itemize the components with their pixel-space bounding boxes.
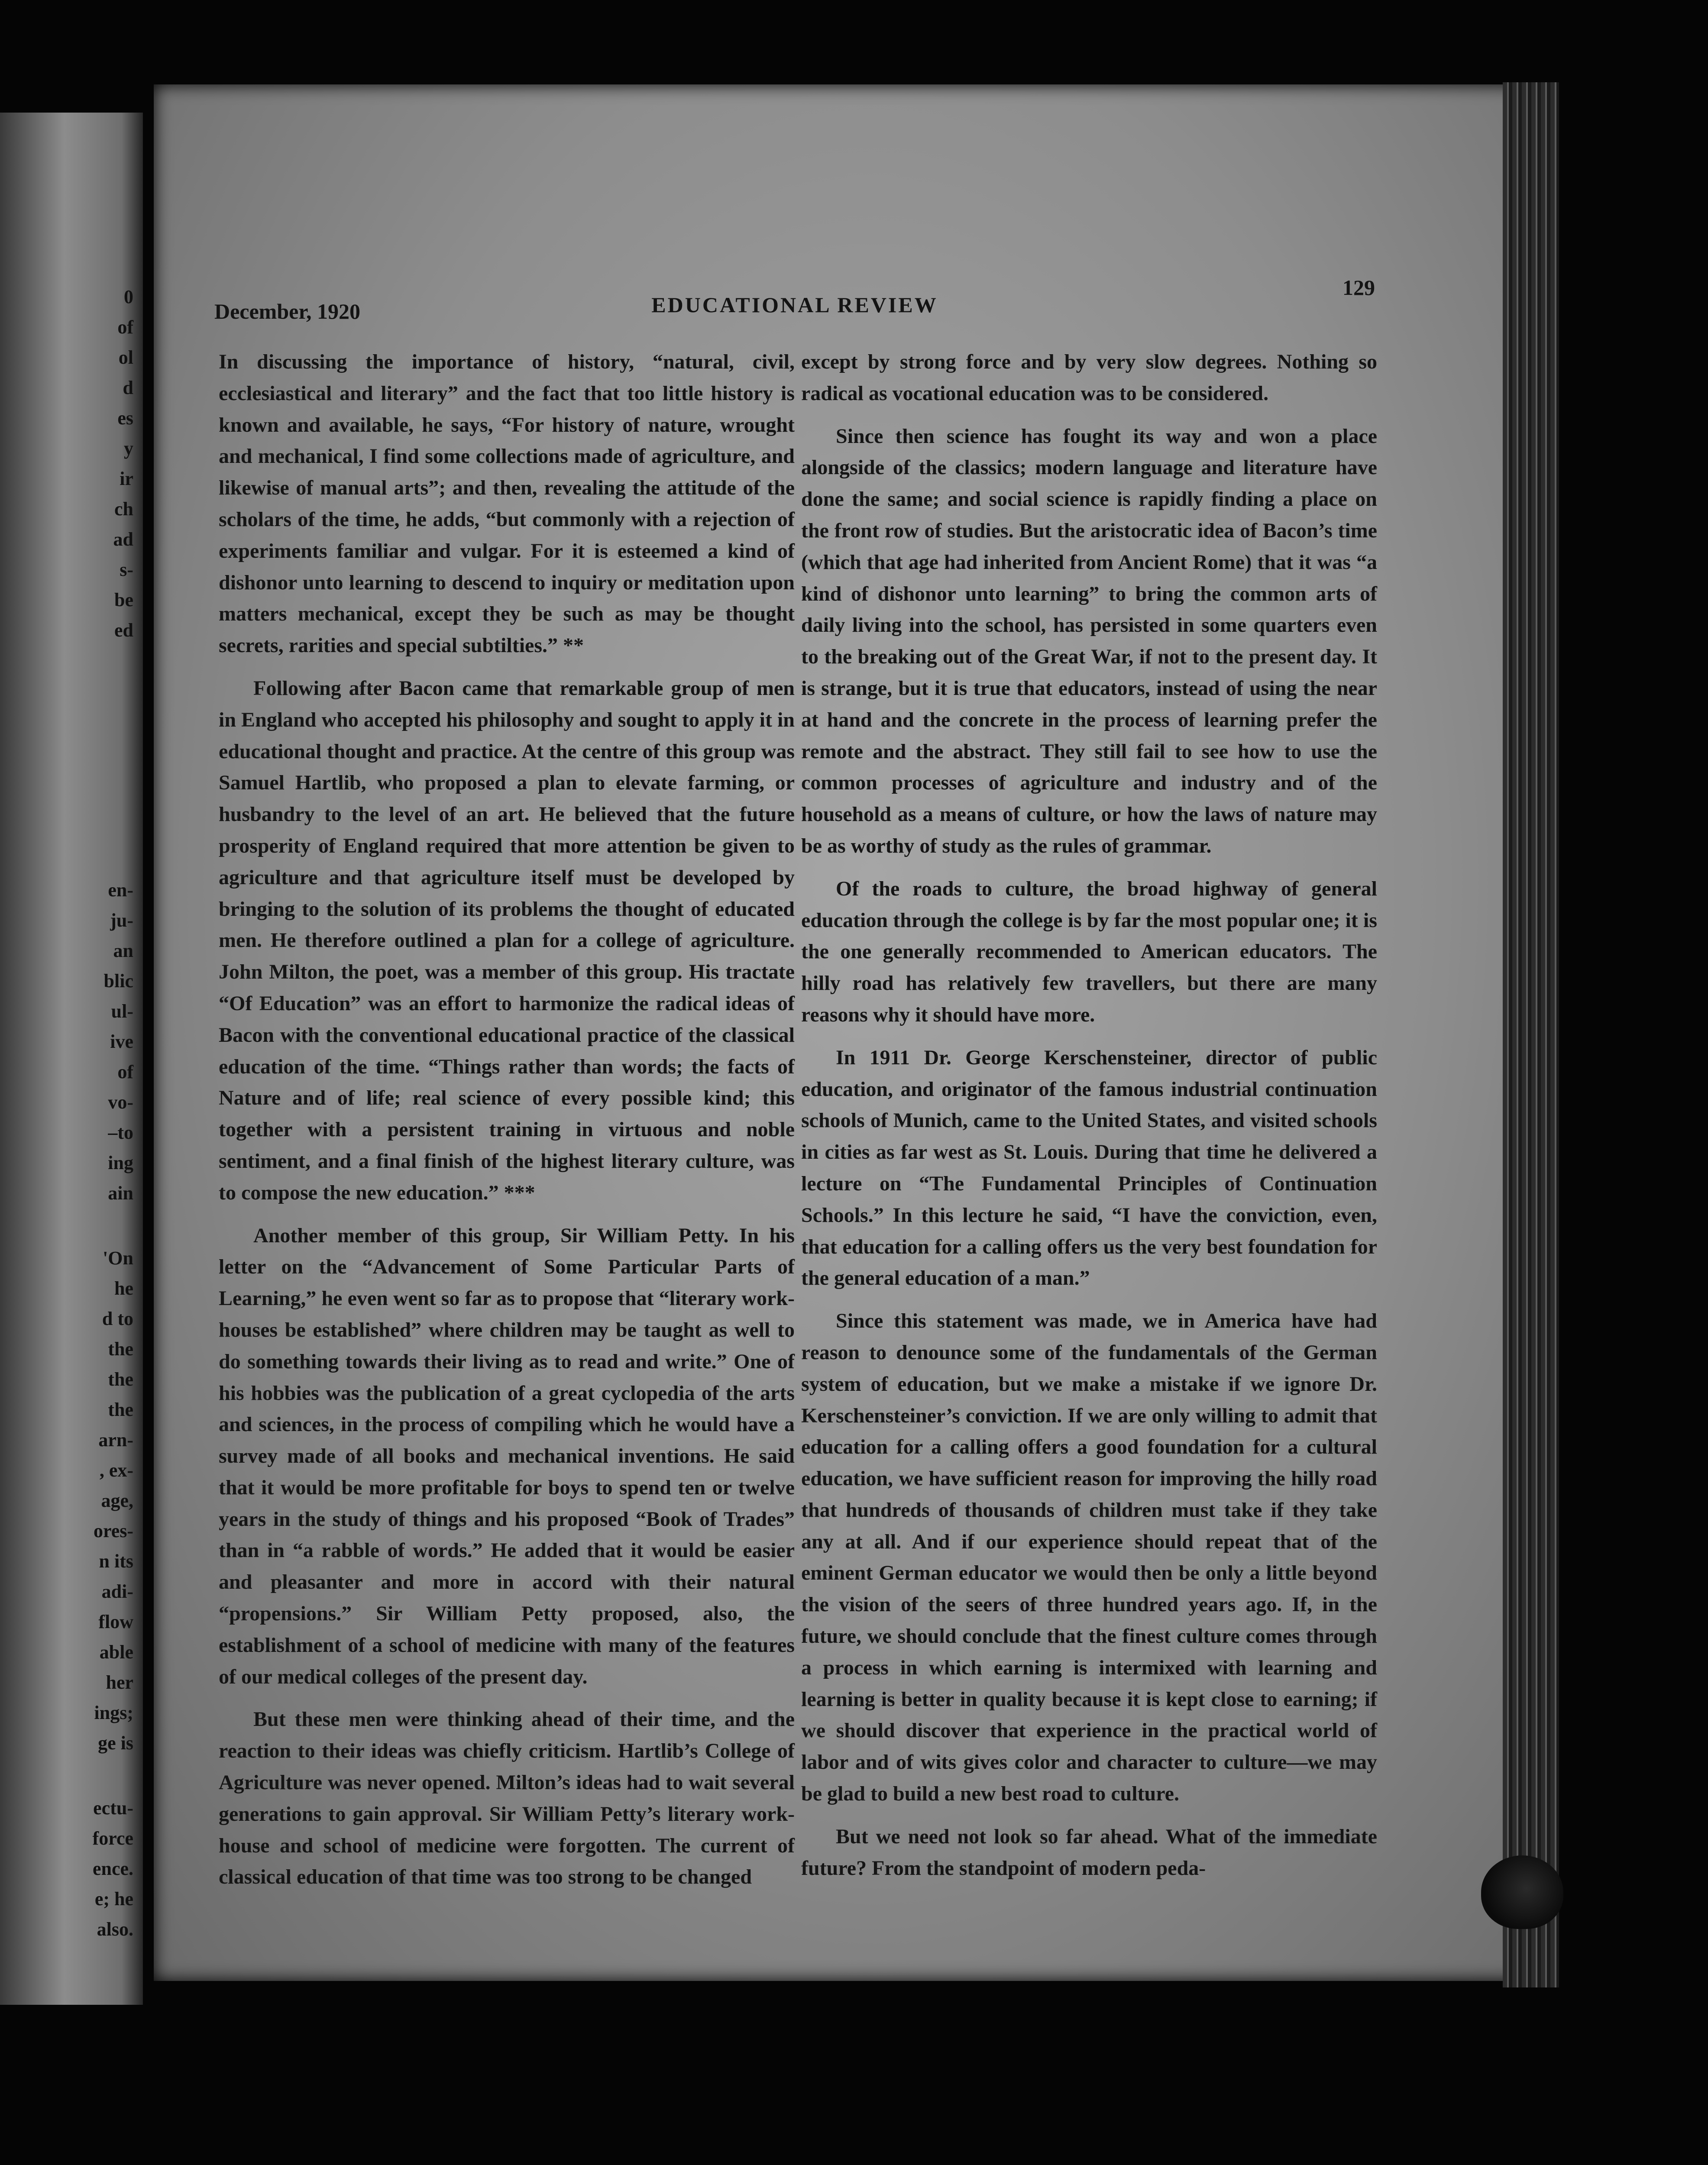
left-page-text-fragment: 'On [103, 1247, 133, 1269]
left-page-text-fragment: adi- [101, 1581, 133, 1602]
paragraph: Following after Bacon came that remarkable group of men in England who accepted his philosophy and sought to apply it in educational thought and practice. At the centre of this group was Samuel Hartlib, who proposed a plan to elevate farming, or husbandry to the level of an art. He believed that the future prosperity of England required that more attention be given to agriculture and that agriculture itself must be developed by bringing to the solution of its problems the thought of educated men. He therefore outlined a plan for a college of agriculture. John Milton, the poet, was a member of this group. His tractate “Of Education” was an effort to harmonize the radical ideas of Bacon with the conventional educational practice of the classical education of the time. “Things rather than words; the facts of Nature and of life; real science of every possible kind; this together with a persistent training in virtuous and noble sentiment, and a final finish of the highest literary culture, was to compose the new education.” *** [219, 676, 795, 1204]
paragraph: Another member of this group, Sir William Petty. In his letter on the “Advancement of Some Particular Parts of Learning,” he even went so far as to propose that “literary work-houses be established” where children may be taught as well to do something towards their living as to read and write.” One of his hobbies was the publication of a great cyclopedia of the arts and sciences, in the process of compiling which he would have a survey made of all books and mechanical inventions. He said that it would be more profitable for boys to spend ten or twelve years in the study of things and his proposed “Book of Trades” than in “a rabble of words.” He added that it would be easier and pleasanter and more in accord with their natural “propensions.” Sir William Petty proposed, also, the establishment of a school of medicine with many of the features of our medical colleges of the present day. [219, 1224, 795, 1688]
paragraph: except by strong force and by very slow degrees. Nothing so radical as vocational education was to be considered. [801, 350, 1377, 405]
left-page-text-fragment: he [114, 1278, 133, 1299]
left-page-text-fragment: be [114, 589, 133, 611]
left-page-text-fragment: ul- [111, 1001, 133, 1022]
left-page-text-fragment: s- [120, 559, 133, 580]
left-page-text-fragment: –to [108, 1122, 133, 1143]
paragraph: In discussing the importance of history, “natural, civil, ecclesiastical and literary” and the fact that too little history is known and available, he says, “For history of nature, wrought and mechanical, I find some collections made of agriculture, and likewise of manual arts”; and then, revealing the attitude of the scholars of the time, he adds, “but commonly with a rejection of experiments familiar and vulgar. For it is esteemed a kind of dishonor unto learning to descend to inquiry or meditation upon matters mechanical, except they be such as may be thought secrets, rarities and special subtilties.” ** [219, 350, 795, 657]
left-page-text-fragment: vo- [108, 1092, 133, 1113]
header-date: December, 1920 [214, 299, 360, 323]
page-number: 129 [1342, 275, 1375, 300]
left-page-text-fragment: ed [114, 620, 133, 641]
left-page-text-fragment: arn- [98, 1429, 133, 1451]
left-page-text-fragment: d to [102, 1308, 133, 1329]
left-page-text-fragment: age, [101, 1490, 133, 1511]
left-page-text-fragment: en- [108, 879, 133, 901]
left-page-text-fragment: able [99, 1642, 133, 1663]
left-page-text-fragment: n its [99, 1551, 133, 1572]
paragraph: Since this statement was made, we in America have had reason to denounce some of the fundamentals of the German system of education, but we make a mistake if we ignore Dr. Kerschensteiner’s conviction. If we are only willing to admit that education for a calling offers a good foundation for a cultural education, we have sufficient reason for improving the hilly road that hundreds of thousands of children must take if they take any at all. And if our experience should repeat that of the eminent German educator we would then be only a little beyond the vision of the seers of three hundred years ago. If, in the future, we should conclude that the finest culture comes through a process in which earning is intermixed with learning and learning is better in quality because it is kept close to earning; if we should discover that experience in the practical world of labor and of wits gives color and character to culture—we may be glad to build a new best road to culture. [801, 1309, 1377, 1806]
left-page-text-fragment: ain [108, 1183, 133, 1204]
left-page-text-fragment: ing [108, 1152, 133, 1173]
left-page-text-fragment: the [108, 1338, 133, 1360]
paragraph: In 1911 Dr. George Kerschensteiner, director of public education, and originator of the famous industrial continuation schools of Munich, came to the United States, and visited schools in cities as far west as St. Louis. During that time he delivered a lecture on “The Fundamental Principles of Continuation Schools.” In this lecture he said, “I have the conviction, even, that education for a calling offers us the very best foundation for the general education of a man.” [801, 1046, 1377, 1290]
left-page-text-fragment: ings; [94, 1702, 133, 1723]
left-page-text-fragment: es [117, 407, 133, 429]
left-page-text-fragment: of [117, 1061, 133, 1082]
thumb-shadow [1481, 1855, 1563, 1929]
left-page-text-fragment: ence. [92, 1858, 133, 1879]
left-text-column [219, 346, 795, 1893]
left-page-text-fragment: of [117, 317, 133, 338]
paragraph: Since then science has fought its way and won a place alongside of the classics; modern language and literature have done the same; and social science is rapidly finding a place on the front row of studies. But the aristocratic idea of Bacon’s time (which that age had inherited from Ancient Rome) that it was “a kind of dishonor unto learning” to bring the common arts of daily living into the school, has persisted in some quarters even to the breaking out of the Great War, if not to the present day. It is strange, but it is true that educators, instead of using the near at hand and the concrete in the process of learning prefer the remote and the abstract. They still fail to see how to use the common processes of agriculture and industry and of the household as a means of culture, or how the laws of nature may be as worthy of study as the rules of grammar. [801, 424, 1377, 857]
paragraph: But we need not look so far ahead. What of the immediate future? From the standpoint of modern peda- [801, 1825, 1377, 1880]
left-page-text-fragment: ad [113, 529, 133, 550]
left-page-text-fragment: force [92, 1828, 133, 1849]
left-page-text-fragment: an [113, 940, 133, 961]
left-page-text-fragment: flow [98, 1611, 133, 1632]
left-page-text-fragment: ores- [93, 1520, 133, 1541]
paragraph: But these men were thinking ahead of their time, and the reaction to their ideas was chiefly criticism. Hartlib’s College of Agriculture was never opened. Milton’s ideas had to wait several generations to gain approval. Sir William Petty’s literary work-house and school of medicine were forgotten. The current of classical education of that time was too strong to be changed [219, 1708, 795, 1889]
left-page-text-fragment: ol [118, 347, 133, 368]
left-page-text-fragment: the [108, 1369, 133, 1390]
running-header [214, 275, 1375, 329]
left-page-text-fragment: ectu- [93, 1797, 133, 1819]
journal-title: EDUCATIONAL REVIEW [651, 293, 938, 317]
left-page-text-fragment: 0 [124, 286, 133, 307]
right-text-column [801, 346, 1377, 1884]
left-page-text-fragment: ive [110, 1031, 133, 1052]
left-page-text-fragment: the [108, 1399, 133, 1420]
left-page-text-fragment: ir [120, 468, 133, 489]
left-page-text-fragment: y [124, 438, 133, 459]
left-page-text-fragment: ge is [98, 1732, 133, 1754]
page-edges [1503, 82, 1559, 1987]
left-page-text-fragment: e; he [94, 1888, 133, 1910]
paragraph: Of the roads to culture, the broad highway of general education through the college is by far the most popular one; it is the one generally recommended to American educators. The hilly road has relatively few travellers, but there are many reasons why it should have more. [801, 877, 1377, 1026]
left-page-text-fragment: , ex- [99, 1460, 133, 1481]
left-page-text-fragment: ju- [110, 910, 133, 931]
left-page-text-fragment: also. [97, 1919, 133, 1940]
left-page-text-fragment: her [106, 1672, 133, 1693]
left-page-text-fragment: ch [114, 498, 133, 520]
facing-left-page [0, 113, 143, 2005]
left-page-text-fragment: d [123, 377, 133, 398]
left-page-text-fragment: blic [104, 970, 133, 992]
